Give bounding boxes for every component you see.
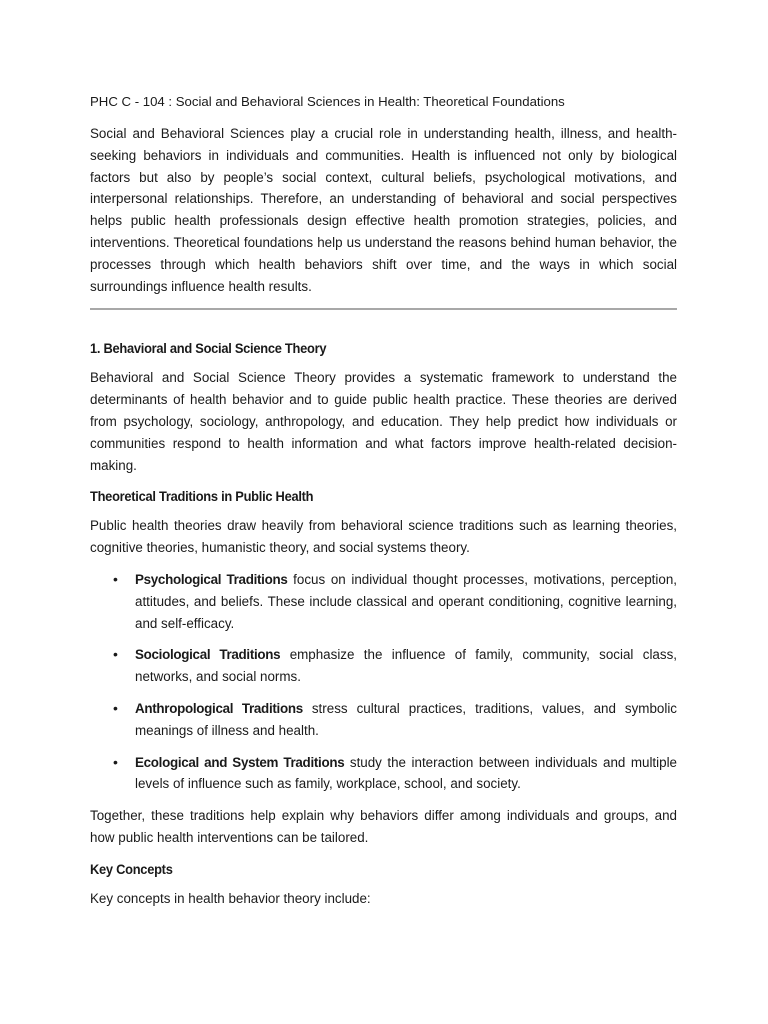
- behavioral-theory-paragraph: Behavioral and Social Science Theory provides a systematic framework to understand the determinants of health behavior and to guide public health practice. These theories are derived from psychology, sociology, anthropology, and education. They help predict how individuals or communities respond to health information and what factors improve health-related decision-making.: [90, 370, 677, 473]
- bullet-icon: •: [113, 570, 118, 587]
- traditions-summary-paragraph: Together, these traditions help explain why behaviors differ among individuals and groups, and how public health interventions can be tailored.: [90, 808, 677, 845]
- list-item: [90, 698, 677, 742]
- tradition-term: Sociological Traditions: [135, 647, 281, 663]
- traditions-intro-paragraph: Public health theories draw heavily from behavioral science traditions such as learning theories, cognitive theories, humanistic theory, and social systems theory.: [90, 518, 677, 556]
- section-heading-key-concepts: Key Concepts: [90, 860, 173, 877]
- key-concepts-intro: Key concepts in health behavior theory include:: [90, 890, 371, 906]
- section-heading-behavioral-theory: 1. Behavioral and Social Science Theory: [90, 340, 327, 357]
- bullet-icon: •: [113, 753, 118, 770]
- tradition-description: study the interaction between individuals and multiple levels of influence such as family, workplace, school, and society.: [135, 754, 677, 792]
- bullet-icon: •: [113, 699, 118, 716]
- tradition-description: emphasize the influence of family, community, social class, networks, and social norms.: [135, 647, 677, 685]
- bullet-icon: •: [113, 646, 118, 663]
- document-page: [90, 92, 677, 920]
- tradition-description: focus on individual thought processes, motivations, perception, attitudes, and beliefs. These include classical and operant conditioning, cognitive learning, and self-efficacy.: [135, 571, 677, 631]
- tradition-term: Ecological and System Traditions: [135, 754, 345, 770]
- section-heading-theoretical-traditions: Theoretical Traditions in Public Health: [90, 488, 314, 505]
- tradition-term: Psychological Traditions: [135, 571, 288, 587]
- list-item: [90, 644, 677, 688]
- traditions-list: [90, 569, 677, 795]
- tradition-term: Anthropological Traditions: [135, 700, 303, 716]
- tradition-description: stress cultural practices, traditions, values, and symbolic meanings of illness and health.: [135, 700, 678, 738]
- section-divider: [90, 308, 677, 310]
- list-item: [90, 569, 677, 634]
- document-title: PHC C - 104 : Social and Behavioral Sciences in Health: Theoretical Foundations: [90, 94, 565, 109]
- list-item: [90, 752, 677, 796]
- intro-paragraph: Social and Behavioral Sciences play a crucial role in understanding health, illness, and health-seeking behaviors in individuals and communities. Health is influenced not only by biological factors but also by people’s social context, cultural beliefs, psychological motivations, and interpersonal relationships. Therefore, an understanding of behavioral and social perspectives helps public health professionals design effective health promotion strategies, policies, and interventions. Theoretical foundations help us understand the reasons behind human behavior, the processes through which health behaviors shift over time, and the ways in which social surroundings influence health results.: [90, 126, 677, 294]
